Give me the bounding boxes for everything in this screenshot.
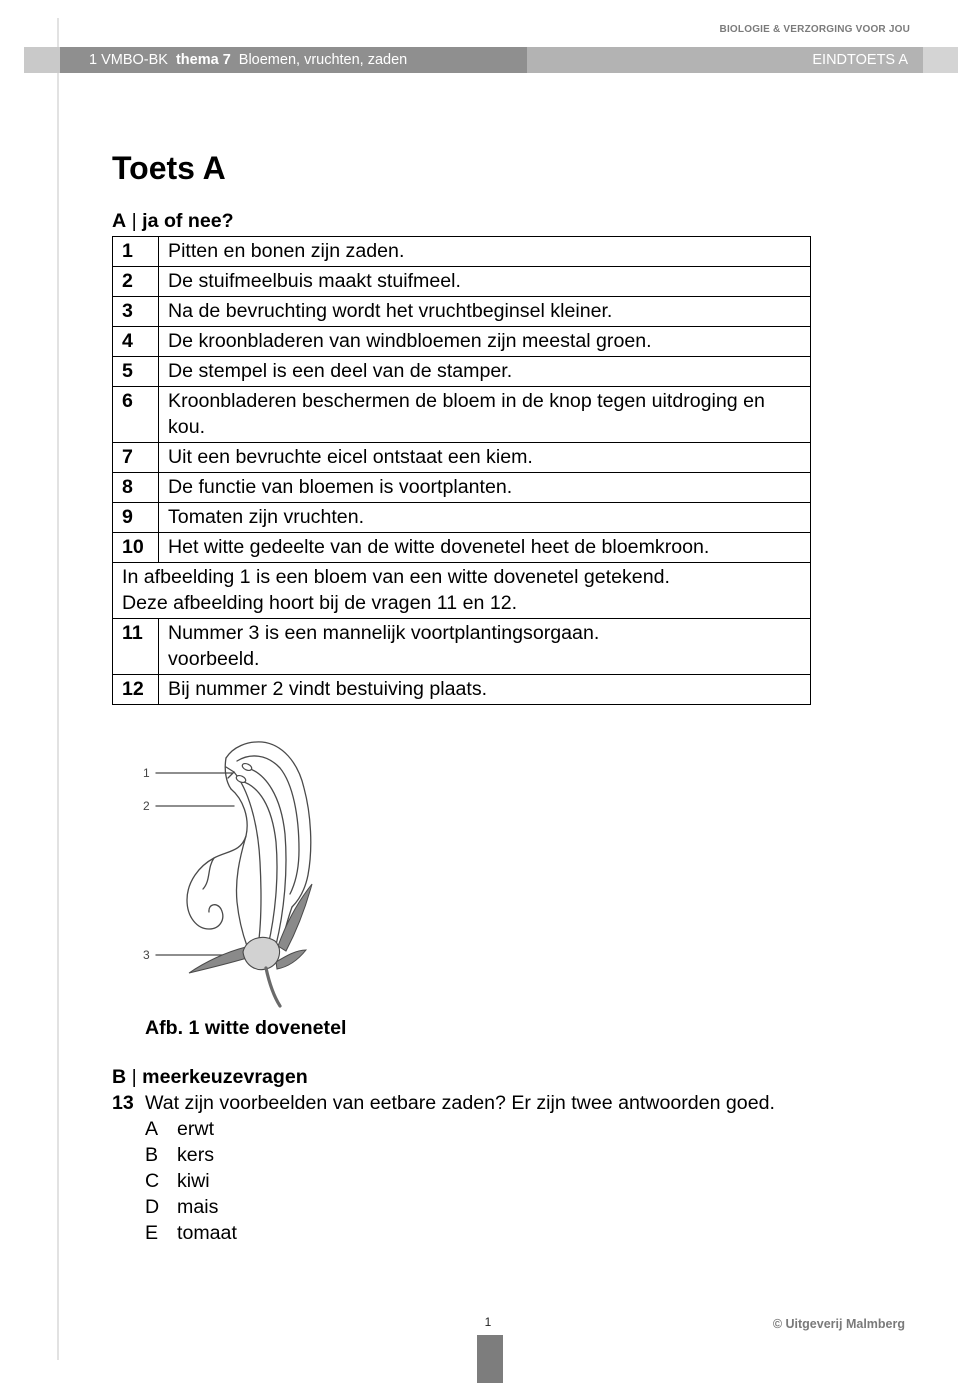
lower-lip-fold — [203, 858, 214, 889]
header-band — [24, 47, 958, 73]
figure-label-2: 2 — [143, 799, 150, 813]
table-row — [113, 619, 811, 675]
question-number: 1 — [113, 237, 159, 267]
figure-intro-line: In afbeelding 1 is een bloem van een witte dovenetel getekend. — [122, 566, 670, 588]
publisher-copyright: © Uitgeverij Malmberg — [772, 1317, 905, 1331]
option-letter: A — [145, 1118, 159, 1140]
section-a-heading — [112, 208, 234, 234]
page-number: 1 — [484, 1315, 492, 1329]
section-b-heading — [112, 1064, 308, 1090]
question-text — [159, 675, 811, 705]
figure-intro-line: Deze afbeelding hoort bij de vragen 11 en 12. — [122, 592, 518, 614]
style — [234, 772, 261, 947]
option-text: kiwi — [177, 1170, 210, 1192]
question-number: 9 — [113, 503, 159, 533]
question-number: 3 — [113, 297, 159, 327]
question-text-line: voorbeeld. — [168, 648, 260, 670]
page-tab-marker — [477, 1335, 503, 1383]
question-text-line: Bij nummer 2 vindt bestuiving plaats. — [168, 678, 488, 700]
flower-stalk — [266, 968, 280, 1006]
table-row — [113, 237, 811, 267]
stamen-filament — [241, 781, 277, 946]
table-row — [113, 387, 811, 443]
answer-option — [112, 1168, 812, 1194]
question-text: Wat zijn voorbeelden van eetbare zaden? Er zijn twee antwoorden goed. — [145, 1092, 775, 1114]
question-text: Het witte gedeelte van de witte dovenetel heet de bloemkroon. — [159, 533, 811, 563]
figure-label-1: 1 — [143, 766, 150, 780]
section-b-separator: | — [131, 1066, 137, 1088]
section-a-separator: | — [131, 210, 137, 232]
option-letter: C — [145, 1170, 160, 1192]
table-row — [113, 357, 811, 387]
table-row — [113, 297, 811, 327]
question-number: 8 — [113, 473, 159, 503]
question-number: 6 — [113, 387, 159, 443]
question-text: Kroonbladeren beschermen de bloem in de knop tegen uitdroging en kou. — [159, 387, 811, 443]
question-row — [112, 1090, 812, 1116]
option-text: erwt — [177, 1118, 215, 1140]
answer-option — [112, 1220, 812, 1246]
answer-option — [112, 1194, 812, 1220]
multiple-choice-question — [112, 1090, 812, 1246]
figure-caption: Afb. 1 witte dovenetel — [145, 1017, 347, 1039]
table-row — [113, 533, 811, 563]
option-text: tomaat — [177, 1222, 237, 1244]
question-text: De kroonbladeren van windbloemen zijn meestal groen. — [159, 327, 811, 357]
table-row — [113, 443, 811, 473]
stamen-filament — [248, 768, 286, 945]
question-text: Na de bevruchting wordt het vruchtbeginsel kleiner. — [159, 297, 811, 327]
table-row — [113, 675, 811, 705]
level-label: 1 VMBO-BK — [89, 52, 168, 68]
sepal — [276, 950, 306, 969]
sepal — [278, 884, 312, 951]
figure-intro — [113, 563, 811, 619]
theme-title: Bloemen, vruchten, zaden — [238, 52, 408, 68]
option-text: mais — [177, 1196, 219, 1218]
question-text: De stempel is een deel van de stamper. — [159, 357, 811, 387]
theme-label: thema 7 — [175, 52, 231, 68]
section-a-letter: A — [112, 210, 127, 232]
answer-option — [112, 1142, 812, 1168]
question-number: 2 — [113, 267, 159, 297]
sepal — [189, 947, 247, 973]
test-label: EINDTOETS A — [812, 52, 908, 68]
question-text: De functie van bloemen is voortplanten. — [159, 473, 811, 503]
question-number: 11 — [113, 619, 159, 675]
figure-intro-row — [113, 563, 811, 619]
question-number: 4 — [113, 327, 159, 357]
yes-no-question-table — [112, 236, 811, 705]
table-row — [113, 473, 811, 503]
ovary — [243, 937, 280, 969]
option-letter: D — [145, 1196, 160, 1218]
question-text — [159, 619, 811, 675]
anther — [235, 774, 247, 784]
question-number: 10 — [113, 533, 159, 563]
table-row — [113, 327, 811, 357]
page-title: Toets A — [112, 150, 226, 186]
section-b-letter: B — [112, 1066, 127, 1088]
upper-lip-inner — [237, 756, 299, 894]
question-text: Pitten en bonen zijn zaden. — [159, 237, 811, 267]
theme-info — [89, 47, 415, 73]
option-letter: B — [145, 1144, 159, 1166]
band-segment-right — [923, 47, 958, 73]
question-number: 5 — [113, 357, 159, 387]
figure-label-3: 3 — [143, 948, 150, 962]
page-margin-rule — [57, 18, 59, 1360]
option-text: kers — [177, 1144, 215, 1166]
series-title: BIOLOGIE & VERZORGING VOOR JOU — [719, 24, 910, 35]
answer-option — [112, 1116, 812, 1142]
anther — [241, 762, 253, 772]
question-number: 12 — [113, 675, 159, 705]
question-text: Tomaten zijn vruchten. — [159, 503, 811, 533]
question-text-line: Nummer 3 is een mannelijk voortplantingsorgaan. — [168, 622, 600, 644]
section-b-title: meerkeuzevragen — [142, 1066, 308, 1088]
dead-nettle-flower-illustration — [130, 735, 330, 1015]
table-row — [113, 267, 811, 297]
section-a-title: ja of nee? — [142, 210, 234, 232]
question-text: De stuifmeelbuis maakt stuifmeel. — [159, 267, 811, 297]
band-segment-left — [24, 47, 60, 73]
question-text: Uit een bevruchte eicel ontstaat een kiem. — [159, 443, 811, 473]
corolla-tube-left — [236, 836, 247, 946]
question-number: 7 — [113, 443, 159, 473]
option-letter: E — [145, 1222, 159, 1244]
table-row — [113, 503, 811, 533]
question-number: 13 — [112, 1092, 134, 1114]
